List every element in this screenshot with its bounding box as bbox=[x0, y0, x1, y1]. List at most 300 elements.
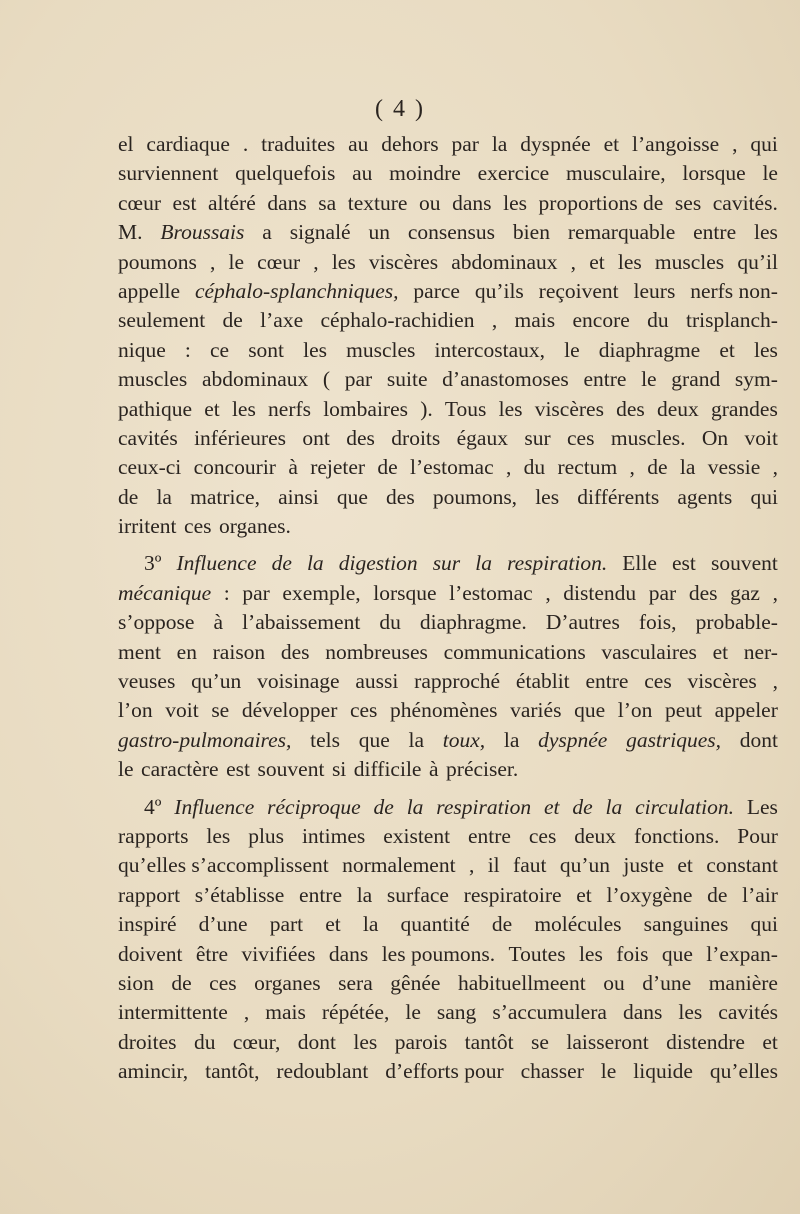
word: ces bbox=[567, 425, 595, 450]
word: abdominaux bbox=[201, 367, 309, 392]
text-line bbox=[118, 940, 778, 969]
word: , bbox=[570, 249, 577, 274]
word: par bbox=[648, 580, 677, 605]
word: ces bbox=[209, 970, 237, 995]
word: et bbox=[325, 912, 341, 937]
word: les bbox=[331, 249, 356, 274]
word: sang bbox=[436, 1000, 477, 1025]
text-line bbox=[118, 667, 778, 696]
word: ce bbox=[209, 337, 230, 362]
word: ces bbox=[528, 823, 557, 848]
italic-word: de bbox=[572, 794, 593, 819]
word: raison bbox=[212, 639, 266, 664]
word: par bbox=[451, 132, 479, 156]
word: est bbox=[672, 551, 696, 576]
word: gênée bbox=[390, 970, 441, 995]
text-line bbox=[118, 608, 778, 637]
word: le bbox=[405, 1000, 421, 1025]
word: rapproché bbox=[414, 669, 501, 694]
word: appeler bbox=[714, 698, 778, 723]
italic-word: toux, bbox=[442, 727, 486, 752]
word: ces bbox=[349, 698, 378, 723]
word: ces bbox=[184, 514, 212, 539]
word: l’oxygène bbox=[606, 882, 693, 907]
word: entre bbox=[467, 823, 511, 848]
italic-word: céphalo-splanchniques, bbox=[194, 278, 399, 303]
word: la bbox=[503, 727, 520, 752]
word: mais bbox=[265, 1000, 306, 1025]
text-line bbox=[118, 306, 778, 335]
word: reçoivent bbox=[538, 278, 619, 303]
italic-word: dyspnée bbox=[538, 727, 608, 752]
word: les bbox=[498, 396, 523, 421]
word: l’expan- bbox=[706, 941, 778, 966]
word: vessie bbox=[707, 455, 761, 480]
word: caractère bbox=[141, 757, 219, 782]
page-number: ( 4 ) bbox=[375, 96, 425, 122]
text-line bbox=[118, 218, 778, 247]
word: altéré bbox=[208, 190, 256, 215]
text-line bbox=[118, 453, 778, 482]
word: un bbox=[368, 220, 390, 245]
italic-word: Broussais bbox=[160, 220, 245, 245]
word: se bbox=[211, 698, 230, 723]
word: l’abaissement bbox=[242, 610, 361, 635]
word: cavités bbox=[118, 425, 178, 450]
word: consensus bbox=[407, 220, 496, 245]
text-line bbox=[118, 969, 778, 998]
word: voisinage bbox=[257, 669, 340, 694]
word: ceux-ci bbox=[118, 455, 182, 480]
word: la bbox=[408, 727, 424, 752]
word: tantôt, bbox=[205, 1059, 260, 1084]
word: constant bbox=[706, 853, 778, 878]
word: respiratoire bbox=[463, 882, 562, 907]
word: muscles. bbox=[610, 425, 686, 450]
italic-word: mécanique bbox=[118, 580, 212, 605]
word: les bbox=[678, 1000, 703, 1025]
word: être bbox=[195, 941, 229, 966]
word: ner- bbox=[743, 639, 778, 664]
word: les bbox=[231, 396, 256, 421]
word: qu’il bbox=[737, 249, 778, 274]
word: encore bbox=[572, 308, 630, 333]
word: égaux bbox=[456, 425, 508, 450]
word: des bbox=[386, 484, 415, 509]
text-line bbox=[118, 248, 778, 277]
word: entre bbox=[583, 367, 627, 392]
word: de bbox=[118, 484, 139, 509]
word: l’on bbox=[118, 698, 153, 723]
word: tels bbox=[310, 727, 340, 752]
word: muscles bbox=[654, 249, 725, 274]
word: céphalo-rachidien bbox=[320, 308, 475, 333]
word: à bbox=[213, 610, 224, 635]
word: que bbox=[358, 727, 390, 752]
text-line bbox=[118, 579, 778, 608]
word: sur bbox=[524, 425, 551, 450]
word: habituellmeent bbox=[457, 970, 586, 995]
word: viscères bbox=[687, 669, 757, 694]
word: entre bbox=[299, 882, 342, 907]
word: les bbox=[578, 941, 603, 966]
word: doivent bbox=[118, 941, 183, 966]
italic-word: la bbox=[605, 794, 623, 819]
word: traduites bbox=[261, 132, 336, 156]
word: suite bbox=[386, 367, 428, 392]
word: que bbox=[574, 698, 606, 723]
word: dans bbox=[328, 941, 369, 966]
word: ainsi bbox=[278, 484, 319, 509]
word: rapports bbox=[118, 823, 189, 848]
word: intercostaux, bbox=[434, 337, 545, 362]
word: souvent bbox=[710, 551, 778, 576]
word: voit bbox=[744, 425, 778, 450]
italic-word: Influence bbox=[176, 551, 257, 576]
word: musculaire, bbox=[565, 161, 666, 186]
word: difficile bbox=[353, 757, 422, 782]
word: laisseront bbox=[566, 1029, 649, 1054]
word: s’établisse bbox=[194, 882, 285, 907]
word: les bbox=[535, 484, 560, 509]
word: et bbox=[576, 882, 592, 907]
word: deux bbox=[656, 396, 699, 421]
word: rectum bbox=[557, 455, 618, 480]
word: irritent bbox=[118, 514, 177, 539]
word: le bbox=[118, 757, 134, 782]
word: grand bbox=[671, 367, 721, 392]
word: organes bbox=[254, 970, 321, 995]
word: agents bbox=[677, 484, 733, 509]
word: qui bbox=[750, 132, 778, 156]
word: par bbox=[242, 580, 270, 605]
word: rejeter bbox=[310, 455, 366, 480]
word: normalement bbox=[342, 853, 456, 878]
word: l’on bbox=[617, 698, 653, 723]
word: est bbox=[226, 757, 251, 782]
word: dyspnée bbox=[520, 132, 591, 156]
word: poumons bbox=[118, 249, 197, 274]
word: On bbox=[701, 425, 729, 450]
word: nique bbox=[118, 337, 166, 362]
word: la bbox=[491, 132, 508, 156]
word: qui bbox=[750, 484, 778, 509]
word: le bbox=[228, 249, 245, 274]
word: et bbox=[719, 337, 735, 362]
word: du bbox=[193, 1029, 216, 1054]
word: , bbox=[629, 455, 635, 480]
word: dans bbox=[452, 190, 492, 215]
word: le bbox=[600, 1059, 617, 1084]
word: dans bbox=[622, 1000, 663, 1025]
word: des bbox=[280, 639, 310, 664]
word: intermittente bbox=[118, 1000, 228, 1025]
word: , bbox=[505, 455, 512, 480]
text-line bbox=[118, 395, 778, 424]
word: d’anastomoses bbox=[442, 367, 569, 392]
word: . bbox=[242, 132, 249, 156]
word: , bbox=[313, 249, 319, 274]
word: concourir bbox=[193, 455, 276, 480]
word: distendre bbox=[666, 1029, 745, 1054]
italic-word: réciproque bbox=[267, 794, 361, 819]
word: lorsque bbox=[373, 580, 437, 605]
word: fois, bbox=[638, 610, 677, 635]
word: redoublant bbox=[276, 1059, 369, 1084]
word: probable- bbox=[695, 610, 778, 635]
word: Pour bbox=[737, 823, 778, 848]
word: quelquefois bbox=[235, 161, 336, 186]
word: ces bbox=[644, 669, 672, 694]
word: gaz bbox=[730, 580, 760, 605]
word: qu’elles s’accomplissent bbox=[118, 853, 329, 878]
word: nerfs bbox=[268, 396, 312, 421]
word: surface bbox=[386, 882, 449, 907]
word: remarquable bbox=[567, 220, 676, 245]
word: ses bbox=[674, 190, 702, 215]
word: faut bbox=[513, 853, 547, 878]
word: du bbox=[647, 308, 669, 333]
word: rapport bbox=[118, 882, 181, 907]
word: sym- bbox=[734, 367, 778, 392]
text-line bbox=[118, 549, 778, 578]
text-line bbox=[118, 365, 778, 394]
word: l’estomac bbox=[410, 455, 494, 480]
italic-word: sur bbox=[432, 551, 461, 576]
text-line bbox=[118, 483, 778, 512]
italic-word: circulation. bbox=[635, 794, 735, 819]
text-line bbox=[118, 189, 778, 218]
word: que bbox=[661, 941, 693, 966]
word: l’air bbox=[742, 882, 778, 907]
word: , bbox=[772, 455, 778, 480]
word: le bbox=[564, 337, 580, 362]
word: préciser. bbox=[446, 757, 519, 782]
italic-word: respiration bbox=[436, 794, 532, 819]
word: part bbox=[269, 912, 304, 937]
word: poumons, bbox=[432, 484, 518, 509]
word: le bbox=[641, 367, 657, 392]
word: cœur bbox=[257, 249, 301, 274]
word: droites bbox=[118, 1029, 177, 1054]
word: trisplanch- bbox=[685, 308, 778, 333]
word: qui bbox=[750, 912, 778, 937]
word: : bbox=[184, 337, 191, 362]
word: variés bbox=[510, 698, 562, 723]
word: l’axe bbox=[260, 308, 304, 333]
word: plus bbox=[248, 823, 285, 848]
word: quantité bbox=[400, 912, 470, 937]
text-line bbox=[118, 822, 778, 851]
word: a bbox=[262, 220, 272, 245]
word: et bbox=[589, 249, 605, 274]
italic-word: gastro-pulmonaires, bbox=[118, 727, 292, 752]
text-line bbox=[118, 726, 778, 755]
word: cœur bbox=[118, 190, 161, 215]
word: cavités. bbox=[712, 190, 778, 215]
word: sanguines bbox=[643, 912, 729, 937]
word: distendu bbox=[563, 580, 637, 605]
word: la bbox=[356, 882, 373, 907]
italic-word: gastriques, bbox=[626, 727, 722, 752]
word: , bbox=[732, 132, 738, 156]
word: sa bbox=[318, 190, 337, 215]
word: de bbox=[377, 455, 398, 480]
word: Elle bbox=[622, 551, 657, 576]
word: le bbox=[762, 161, 778, 186]
word: développer bbox=[241, 698, 338, 723]
word: , bbox=[772, 580, 778, 605]
word: voit bbox=[165, 698, 199, 723]
word: entre bbox=[693, 220, 737, 245]
word: des bbox=[688, 580, 718, 605]
word: communications bbox=[443, 639, 586, 664]
word: cavités bbox=[718, 1000, 778, 1025]
word: amincir, bbox=[118, 1059, 189, 1084]
word: M. bbox=[118, 220, 143, 245]
word: d’une bbox=[642, 970, 692, 995]
word: pathique bbox=[118, 396, 193, 421]
italic-word: et bbox=[543, 794, 560, 819]
word: entre bbox=[585, 669, 629, 694]
word: vivifiées bbox=[241, 941, 316, 966]
word: parois bbox=[394, 1029, 448, 1054]
word: des bbox=[616, 396, 645, 421]
word: liquide bbox=[633, 1059, 693, 1084]
word: et bbox=[762, 1029, 778, 1054]
text-line bbox=[118, 755, 778, 784]
word: il bbox=[487, 853, 500, 878]
text-line bbox=[118, 277, 778, 306]
word: les bbox=[303, 337, 328, 362]
word: et bbox=[677, 853, 693, 878]
word: : bbox=[223, 580, 230, 605]
word: ou bbox=[419, 190, 441, 215]
word: ). bbox=[420, 396, 433, 421]
word: phénomènes bbox=[390, 698, 498, 723]
word: qu’elles bbox=[709, 1059, 778, 1084]
word: inspiré bbox=[118, 912, 177, 937]
word: ( bbox=[322, 367, 331, 392]
word: de bbox=[491, 912, 513, 937]
word: Toutes bbox=[508, 941, 566, 966]
word: souvent bbox=[257, 757, 325, 782]
word: sera bbox=[338, 970, 373, 995]
word: tantôt bbox=[464, 1029, 514, 1054]
word: el bbox=[118, 132, 134, 156]
word: , bbox=[468, 853, 475, 878]
text-line bbox=[118, 998, 778, 1027]
word: dehors bbox=[381, 132, 439, 156]
word: l’estomac bbox=[449, 580, 533, 605]
word: qu’un bbox=[191, 669, 242, 694]
word: si bbox=[331, 757, 347, 782]
word: matrice, bbox=[190, 484, 260, 509]
word: muscles bbox=[346, 337, 416, 362]
text-line bbox=[118, 130, 778, 159]
text-line bbox=[118, 793, 778, 822]
word: dont bbox=[297, 1029, 336, 1054]
word: , bbox=[772, 669, 778, 694]
word: se bbox=[531, 1029, 549, 1054]
word: lombaires bbox=[323, 396, 408, 421]
word: d’une bbox=[198, 912, 248, 937]
text-line bbox=[118, 1057, 778, 1086]
text-line bbox=[118, 910, 778, 939]
word: intimes bbox=[301, 823, 366, 848]
word: manière bbox=[708, 970, 778, 995]
word: exemple, bbox=[282, 580, 361, 605]
word: par bbox=[344, 367, 373, 392]
word: veuses bbox=[118, 669, 176, 694]
word: les poumons. bbox=[381, 941, 496, 966]
word: nerfs non- bbox=[690, 278, 778, 303]
word: et bbox=[204, 396, 220, 421]
text-line bbox=[118, 424, 778, 453]
word: diaphragme. bbox=[419, 610, 527, 635]
word: viscères bbox=[534, 396, 604, 421]
word: viscères bbox=[368, 249, 439, 274]
text-line bbox=[118, 638, 778, 667]
word: signalé bbox=[289, 220, 351, 245]
word: de bbox=[707, 882, 728, 907]
word: les bbox=[503, 190, 527, 215]
italic-word: de bbox=[373, 794, 394, 819]
word: abdominaux bbox=[451, 249, 558, 274]
word: la bbox=[679, 455, 696, 480]
word: chasser bbox=[520, 1059, 584, 1084]
word: droits bbox=[391, 425, 441, 450]
word: qu’ils bbox=[474, 278, 524, 303]
word: différents bbox=[577, 484, 660, 509]
word: , bbox=[209, 249, 216, 274]
word: la bbox=[156, 484, 172, 509]
word: seulement bbox=[118, 308, 206, 333]
word: existent bbox=[383, 823, 451, 848]
word: des bbox=[346, 425, 375, 450]
word: molécules bbox=[534, 912, 622, 937]
word: de bbox=[222, 308, 243, 333]
text-line bbox=[118, 881, 778, 910]
word: est bbox=[172, 190, 197, 215]
word: du bbox=[523, 455, 546, 480]
text-line bbox=[118, 696, 778, 725]
word: nombreuses bbox=[325, 639, 428, 664]
word: ont bbox=[302, 425, 330, 450]
word: les bbox=[206, 823, 231, 848]
word: inférieures bbox=[194, 425, 286, 450]
word: leurs bbox=[633, 278, 676, 303]
word: établit bbox=[515, 669, 570, 694]
word: deux bbox=[574, 823, 617, 848]
word: à bbox=[428, 757, 439, 782]
word: s’oppose bbox=[118, 610, 195, 635]
word: d’efforts pour bbox=[385, 1059, 504, 1084]
word: les bbox=[753, 337, 778, 362]
word: juste bbox=[623, 853, 664, 878]
word: muscles bbox=[118, 367, 188, 392]
word: lorsque bbox=[682, 161, 746, 186]
italic-word: de bbox=[271, 551, 292, 576]
word: parce bbox=[413, 278, 460, 303]
word: 4º bbox=[144, 794, 162, 819]
word: grandes bbox=[710, 396, 778, 421]
word: sont bbox=[248, 337, 285, 362]
text-line bbox=[118, 1028, 778, 1057]
word: vasculaires bbox=[601, 639, 697, 664]
word: , bbox=[491, 308, 498, 333]
word: cœur, bbox=[232, 1029, 281, 1054]
